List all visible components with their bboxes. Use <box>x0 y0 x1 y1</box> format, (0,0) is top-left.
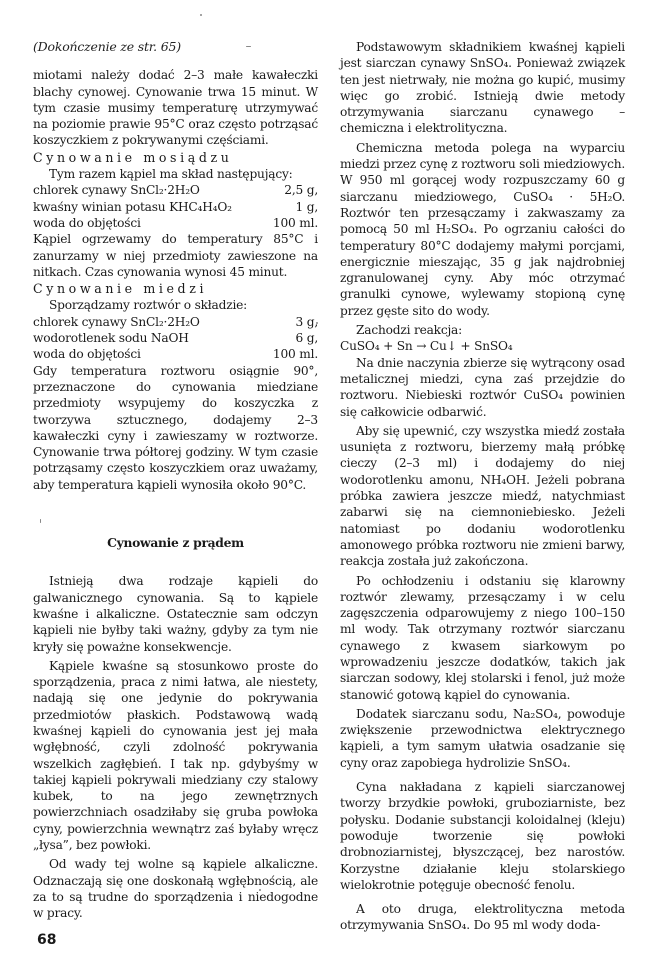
ingredient-amount: 100 ml. <box>272 347 318 362</box>
body-paragraph: A oto druga, elektrolityczna metoda otrzymywania SnSO₄. Do 95 ml wody doda- <box>340 902 625 933</box>
recipe-row <box>33 199 318 215</box>
brass-intro: Tym razem kąpiel ma skład następujący: <box>49 167 293 182</box>
ingredient-name: chlorek cynawy SnCl₂·2H₂O <box>33 183 200 198</box>
ingredient-amount: 1 g, <box>295 199 318 214</box>
electro-paragraph: Kąpiele kwaśne są stosunkowo proste do sporządzenia, praca z nimi łatwa, ale niestety, nadają się one jedynie do pokrywania przedmiotów płaskich. Podstawową wadą kwaśnej kąpieli do cynowania jest jej mała wgłębność, czyli zdolność pokrywania wszelkich zagłębień. I tak np. gdybyśmy w takiej kąpieli pokrywali miedziany czy stalowy kubek, to na jego zewnętrznych powierzchniach osadziłaby się gruba powłoka cyny, powierzchnia wewnątrz zaś byłaby wręcz „łysa”, bez powłoki. <box>33 658 318 853</box>
ingredient-amount: 3 g, <box>295 314 318 329</box>
recipe-row <box>33 346 318 362</box>
ingredient-name: woda do objętości <box>33 215 141 230</box>
copper-intro: Sporządzamy roztwór o składzie: <box>49 298 248 313</box>
ingredient-amount: 100 ml. <box>272 215 318 230</box>
body-paragraph: Chemiczna metoda polega na wyparciu miedzi przez cynę z roztworu soli miedziowych. W 950 ml gorącej wody rozpuszczamy 60 g siarczanu miedziowego, CuSO₄ · 5H₂O. Roztwór ten przesączamy i zakwaszamy za pomocą 50 ml H₂SO₄. Po ogrzaniu całości do temperatury 80°C dodajemy małymi porcjami, energicznie mieszając, 35 g jak najdrobniej zgranulowanej cyny. Aby móc otrzymać granulki cynowe, wylewamy stopioną cynę przez gęste sito do wody. <box>340 140 626 318</box>
recipe-row <box>33 182 318 198</box>
copper-heading: Cynowanie miedzi <box>33 281 208 297</box>
ingredient-name: woda do objętości <box>33 347 141 362</box>
copper-text: Gdy temperatura roztworu osiągnie 90°, przeznaczone do cynowania miedziane przedmioty wsypujemy do koszyczka z tworzywa sztucznego, dodajemy 2–3 kawałeczki cyny i zawieszamy w roztworze. Cynowanie trwa półtorej godziny. W tym czasie potrząsamy często koszyczkiem oraz uważamy, aby temperatura kąpieli wynosiła około 90°C. <box>33 363 318 492</box>
recipe-row <box>33 314 318 330</box>
ingredient-name: wodorotlenek sodu NaOH <box>33 331 189 346</box>
body-paragraph: Dodatek siarczanu sodu, Na₂SO₄, powoduje zwiększenie przewodnictwa elektrycznego kąpieli, a tym samym ułatwia osadzanie się cyny oraz zapobiega hydrolizie SnSO₄. <box>340 706 625 770</box>
ingredient-amount: 2,5 g, <box>284 183 318 198</box>
right-column <box>340 39 625 934</box>
body-paragraph: Podstawowym składnikiem kwaśnej kąpieli jest siarczan cynawy SnSO₄. Ponieważ związek ten jest nietrwały, nie można go kupić, musimy więc go zrobić. Istnieją dwie metody otrzymywania siarczanu cynawego – chemiczna i elektrolityczna. <box>340 40 625 136</box>
ingredient-name: kwaśny winian potasu KHC₄H₄O₂ <box>33 199 232 214</box>
continuation-note: (Dokończenie ze str. 65) <box>33 39 181 54</box>
body-paragraph: Zachodzi reakcja: <box>356 323 463 338</box>
body-paragraph: Aby się upewnić, czy wszystka miedź została usunięta z roztworu, bierzemy małą próbkę cieczy (2–3 ml) i dodajemy do niej wodorotlenku amonu, NH₄OH. Jeżeli pobrana próbka zawiera jeszcze miedź, natychmiast zabarwi się na ciemnoniebiesko. Jeżeli natomiast po dodaniu wodorotlenku amonowego próbka roztworu nie zmieni barwy, reakcja została już zakończona. <box>340 423 625 569</box>
body-paragraph: Na dnie naczynia zbierze się wytrącony osad metalicznej miedzi, cyna zaś przejdzie do roztworu. Niebieski roztwór CuSO₄ powinien się całkowicie odbarwić. <box>340 355 625 419</box>
page-number: 68 <box>37 932 57 948</box>
section-title: Cynowanie z prądem <box>107 535 244 551</box>
ingredient-amount: 6 g, <box>295 331 318 346</box>
scan-speck <box>200 14 202 16</box>
recipe-row <box>33 215 318 231</box>
chemical-reaction: CuSO₄ + Sn → Cu↓ + SnSO₄ <box>340 339 513 354</box>
left-column <box>33 39 318 922</box>
body-paragraph: Po ochłodzeniu i odstaniu się klarowny roztwór zlewamy, przesączamy i w celu zagęszczenia odparowujemy z niego 100–150 ml wody. Tak otrzymany roztwór siarczanu cynawego z kwasem siarkowym po wprowadzeniu jeszcze dodatków, takich jak siarczan sodowy, klej stolarski i fenol, już może stanowić gotową kąpiel do cynowania. <box>340 573 625 702</box>
brass-heading: Cynowanie mosiądzu <box>33 149 233 165</box>
brass-recipe <box>33 182 318 231</box>
electro-paragraph: Od wady tej wolne są kąpiele alkaliczne. Odznaczają się one doskonałą wgłębnością, ale za to są trudne do sporządzenia i niedogodne w pracy. <box>33 857 318 921</box>
ingredient-name: chlorek cynawy SnCl₂·2H₂O <box>33 314 200 329</box>
intro-paragraph: miotami należy dodać 2–3 małe kawałeczki blachy cynowej. Cynowanie trwa 15 minut. W tym czasie musimy temperaturę utrzymywać na poziomie prawie 95°C oraz często potrząsać koszyczkiem z pokrywanymi częściami. <box>33 68 318 148</box>
body-paragraph: Cyna nakładana z kąpieli siarczanowej tworzy brzydkie powłoki, gruboziarniste, bez połysku. Dodanie substancji koloidalnej (kleju) powoduje tworzenie się powłoki drobnoziarnistej, błyszczącej, bez narostów. Korzystne działanie kleju stolarskiego wielokrotnie potęguje obecność fenolu. <box>340 780 625 892</box>
copper-recipe <box>33 314 318 363</box>
electro-paragraph: Istnieją dwa rodzaje kąpieli do galwanicznego cynowania. Są to kąpiele kwaśne i alkaliczne. Ostatecznie sam odczyn kąpieli nie byłby taki ważny, gdyby za tym nie kryły się poważne konsekwencje. <box>33 574 318 654</box>
recipe-row <box>33 330 318 346</box>
brass-text: Kąpiel ogrzewamy do temperatury 85°C i zanurzamy w niej przedmioty zawieszone na nitkach. Czas cynowania wynosi 45 minut. <box>33 232 318 279</box>
